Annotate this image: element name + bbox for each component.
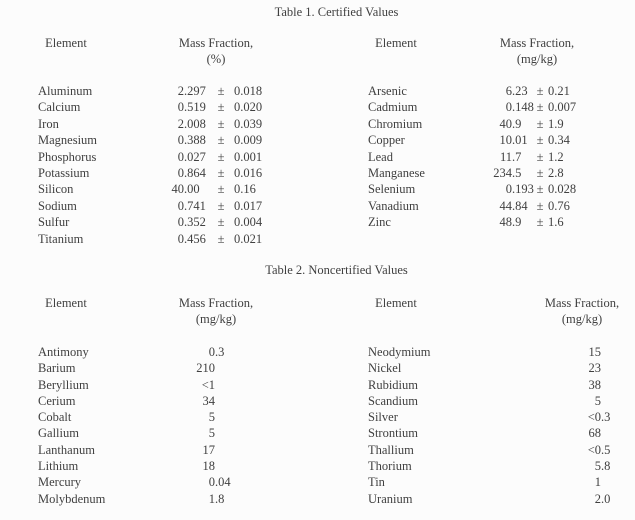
mass-fraction-value-integer: 0	[208, 475, 215, 490]
mass-fraction-value-integer: 48	[499, 215, 512, 230]
plus-minus-sign: ±	[536, 149, 544, 164]
mass-fraction-value-fraction: .456	[184, 231, 206, 246]
uncertainty-value: 0.21	[548, 84, 570, 98]
plus-minus-sign: ±	[536, 100, 544, 115]
mass-fraction-value-fraction	[601, 425, 627, 441]
table-row	[38, 344, 298, 360]
table-row	[38, 458, 298, 474]
mass-fraction-value-fraction	[601, 360, 627, 376]
mass-fraction-column-header	[146, 295, 286, 327]
element-name: Aluminum	[38, 84, 93, 98]
table1-right-headers	[368, 35, 628, 67]
uncertainty-value: 0.017	[234, 198, 263, 213]
element-name: Cadmium	[368, 100, 418, 115]
element-name: Chromium	[368, 116, 423, 131]
uncertainty-value: 1.9	[548, 116, 564, 131]
element-name: Potassium	[38, 166, 90, 181]
mass-fraction-value-integer: 0	[177, 133, 184, 148]
table-row	[368, 442, 628, 458]
table-row	[368, 409, 628, 425]
mass-fraction-value-fraction	[215, 425, 241, 441]
mass-fraction-value-fraction: .8	[215, 491, 225, 506]
mass-fraction-value-integer: 5	[594, 459, 601, 474]
uncertainty-value: 0.007	[548, 100, 577, 115]
uncertainty-value: 0.009	[234, 133, 263, 148]
mass-fraction-value-integer: 68	[588, 426, 601, 441]
mass-fraction-value-fraction: .04	[215, 475, 231, 490]
mass-fraction-value-fraction: .148	[512, 100, 534, 115]
mass-fraction-value-integer: 234	[493, 166, 512, 181]
mass-fraction-value-integer: 34	[202, 393, 215, 408]
mass-fraction-value-integer: 2	[177, 116, 184, 131]
mass-fraction-value-integer: 5	[208, 426, 215, 441]
uncertainty-value: 0.020	[234, 100, 263, 115]
table1-right-rows	[368, 83, 628, 231]
mass-fraction-column-header	[512, 295, 635, 327]
table-row	[38, 165, 298, 181]
plus-minus-sign: ±	[217, 182, 225, 197]
mass-fraction-value-fraction: .864	[184, 166, 206, 181]
mass-fraction-value-fraction: .00	[184, 182, 200, 197]
table-row	[368, 360, 628, 376]
mass-fraction-value-integer: 0	[177, 215, 184, 230]
table-row	[38, 99, 298, 115]
mass-fraction-value-integer: 0	[505, 182, 512, 197]
table2-left-rows	[38, 344, 298, 507]
table-row	[38, 360, 298, 376]
table-row	[368, 425, 628, 441]
mass-fraction-value-fraction	[215, 409, 241, 425]
table-row	[38, 181, 298, 197]
table-row	[368, 474, 628, 490]
plus-minus-sign: ±	[536, 198, 544, 213]
element-name: Gallium	[38, 426, 79, 441]
element-name: Molybdenum	[38, 491, 106, 506]
table-row	[38, 214, 298, 230]
mass-fraction-value-integer: 23	[588, 361, 601, 376]
mass-fraction-value-fraction: .8	[601, 459, 611, 474]
table-row	[368, 132, 628, 148]
table1-right-column	[368, 35, 628, 247]
uncertainty-value: 0.001	[234, 149, 263, 164]
table1-left-headers	[38, 35, 298, 67]
element-name: Zinc	[368, 215, 391, 230]
element-name: Titanium	[38, 231, 84, 246]
mass-fraction-value-fraction: .84	[512, 198, 528, 213]
mass-fraction-value-integer: 0	[177, 166, 184, 181]
table-row	[368, 149, 628, 165]
uncertainty-value: 0.76	[548, 198, 570, 213]
table-row	[38, 83, 298, 99]
element-name: Cobalt	[38, 410, 72, 425]
uncertainty-value: 0.004	[234, 215, 263, 230]
table-row	[38, 231, 298, 247]
element-name: Lanthanum	[38, 442, 95, 457]
mass-fraction-value-fraction: .01	[512, 133, 528, 148]
mass-fraction-value-fraction	[215, 442, 241, 458]
element-name: Neodymium	[368, 345, 431, 359]
uncertainty-value: 0.016	[234, 166, 263, 181]
plus-minus-sign: ±	[536, 84, 544, 98]
mass-fraction-value-integer: 2	[177, 84, 184, 98]
mass-fraction-value-fraction	[215, 393, 241, 409]
table2-right-headers	[368, 295, 628, 327]
mass-fraction-value-integer: 15	[588, 345, 601, 359]
mass-fraction-value-fraction: .297	[184, 84, 206, 98]
unit-label: (mg/kg)	[195, 312, 237, 326]
mass-fraction-value-integer: <0	[587, 410, 601, 425]
mass-fraction-value-fraction	[215, 377, 241, 393]
mass-fraction-value-fraction	[601, 393, 627, 409]
element-name: Vanadium	[368, 198, 419, 213]
table1-left-rows	[38, 83, 298, 247]
table-row	[368, 165, 628, 181]
element-name: Strontium	[368, 426, 419, 441]
mass-fraction-value-fraction	[215, 458, 241, 474]
table2-noncertified-values	[38, 295, 628, 507]
element-name: Calcium	[38, 100, 81, 115]
table2-right-column	[368, 295, 628, 507]
plus-minus-sign: ±	[536, 166, 544, 181]
mass-fraction-label: Mass Fraction,	[499, 36, 575, 50]
table-row	[38, 198, 298, 214]
mass-fraction-value-integer: 0	[177, 149, 184, 164]
uncertainty-value: 0.018	[234, 84, 263, 98]
element-name: Mercury	[38, 475, 82, 490]
element-name: Scandium	[368, 393, 418, 408]
table-row	[38, 409, 298, 425]
element-name: Silver	[368, 410, 398, 425]
table-row	[38, 377, 298, 393]
mass-fraction-label: Mass Fraction,	[178, 36, 254, 50]
element-name: Uranium	[368, 491, 413, 506]
element-name: Thallium	[368, 442, 414, 457]
mass-fraction-value-fraction: .3	[601, 410, 611, 425]
mass-fraction-value-fraction: .352	[184, 215, 206, 230]
mass-fraction-label: Mass Fraction,	[178, 296, 254, 310]
mass-fraction-value-integer: 0	[177, 198, 184, 213]
element-column-header: Element	[375, 296, 417, 310]
mass-fraction-column-header	[146, 35, 286, 67]
uncertainty-value: 1.6	[548, 215, 564, 230]
plus-minus-sign: ±	[536, 133, 544, 148]
mass-fraction-value-integer: 5	[208, 410, 215, 425]
plus-minus-sign: ±	[536, 182, 544, 197]
element-name: Manganese	[368, 166, 425, 181]
table-row	[368, 214, 628, 230]
mass-fraction-value-fraction: .7	[512, 149, 522, 164]
table-row	[38, 393, 298, 409]
mass-fraction-value-integer: <1	[201, 377, 215, 392]
table-row	[38, 442, 298, 458]
element-name: Selenium	[368, 182, 416, 197]
table-row	[38, 116, 298, 132]
mass-fraction-value-fraction	[601, 377, 627, 393]
table-row	[368, 99, 628, 115]
mass-fraction-value-integer: 0	[177, 231, 184, 246]
table-row	[38, 425, 298, 441]
table-row	[368, 83, 628, 99]
table2-left-headers	[38, 295, 298, 327]
mass-fraction-label: Mass Fraction,	[544, 296, 620, 310]
unit-label: (mg/kg)	[516, 52, 558, 66]
table-row	[38, 132, 298, 148]
table2-title: Table 2. Noncertified Values	[265, 263, 408, 277]
table2-right-rows	[368, 344, 628, 507]
plus-minus-sign: ±	[217, 133, 225, 148]
plus-minus-sign: ±	[217, 166, 225, 181]
plus-minus-sign: ±	[217, 198, 225, 213]
table-row	[368, 198, 628, 214]
mass-fraction-column-header	[467, 35, 607, 67]
mass-fraction-value-fraction	[601, 344, 627, 360]
mass-fraction-value-fraction: .741	[184, 198, 206, 213]
mass-fraction-value-integer: 0	[208, 345, 215, 359]
mass-fraction-value-fraction	[601, 474, 627, 490]
uncertainty-value: 2.8	[548, 166, 564, 181]
mass-fraction-value-fraction	[215, 360, 241, 376]
uncertainty-value: 0.039	[234, 116, 263, 131]
plus-minus-sign: ±	[536, 116, 544, 131]
unit-label: (mg/kg)	[561, 312, 603, 326]
mass-fraction-value-fraction: .9	[512, 116, 522, 131]
mass-fraction-value-integer: 0	[505, 100, 512, 115]
table-row	[368, 344, 628, 360]
element-name: Copper	[368, 133, 405, 148]
unit-label: (%)	[206, 52, 226, 66]
mass-fraction-value-integer: 18	[202, 459, 215, 474]
table-row	[368, 458, 628, 474]
element-name: Barium	[38, 361, 76, 376]
table1-title: Table 1. Certified Values	[274, 5, 399, 19]
mass-fraction-value-fraction: .5	[512, 166, 522, 181]
mass-fraction-value-integer: 6	[505, 84, 512, 98]
mass-fraction-value-fraction: .9	[512, 215, 522, 230]
mass-fraction-value-fraction: .193	[512, 182, 534, 197]
table1-left-column	[38, 35, 298, 247]
mass-fraction-value-fraction: .5	[601, 442, 611, 457]
table1-certified-values	[38, 35, 628, 247]
table-row	[368, 491, 628, 507]
table-row	[38, 474, 298, 490]
table-row	[38, 149, 298, 165]
element-name: Magnesium	[38, 133, 98, 148]
mass-fraction-value-integer: 17	[202, 442, 215, 457]
element-column-header: Element	[45, 296, 87, 310]
plus-minus-sign: ±	[217, 116, 225, 131]
mass-fraction-value-integer: 40	[499, 116, 512, 131]
element-name: Nickel	[368, 361, 402, 376]
mass-fraction-value-fraction: .388	[184, 133, 206, 148]
table-row	[368, 116, 628, 132]
plus-minus-sign: ±	[536, 215, 544, 230]
mass-fraction-value-integer: 5	[594, 393, 601, 408]
element-name: Silicon	[38, 182, 74, 197]
table-row	[368, 181, 628, 197]
uncertainty-value: 0.028	[548, 182, 577, 197]
element-name: Antimony	[38, 345, 89, 359]
mass-fraction-value-integer: 2	[594, 491, 601, 506]
plus-minus-sign: ±	[217, 149, 225, 164]
element-name: Sodium	[38, 198, 77, 213]
mass-fraction-value-fraction: .027	[184, 149, 206, 164]
table2-left-column	[38, 295, 298, 507]
element-column-header: Element	[375, 36, 417, 50]
mass-fraction-value-integer: <0	[587, 442, 601, 457]
mass-fraction-value-fraction: .0	[601, 491, 611, 506]
mass-fraction-value-integer: 210	[196, 361, 215, 376]
uncertainty-value: 0.021	[234, 231, 263, 246]
element-name: Sulfur	[38, 215, 70, 230]
uncertainty-value: 0.16	[234, 182, 256, 197]
element-column-header: Element	[45, 36, 87, 50]
element-name: Arsenic	[368, 84, 407, 98]
mass-fraction-value-integer: 38	[588, 377, 601, 392]
mass-fraction-value-fraction: .3	[215, 345, 225, 359]
table-row	[368, 393, 628, 409]
mass-fraction-value-integer: 1	[208, 491, 215, 506]
mass-fraction-value-integer: 10	[499, 133, 512, 148]
table-row	[38, 491, 298, 507]
element-name: Iron	[38, 116, 59, 131]
element-name: Cerium	[38, 393, 76, 408]
mass-fraction-value-integer: 44	[499, 198, 512, 213]
mass-fraction-value-integer: 1	[594, 475, 601, 490]
mass-fraction-value-fraction: .23	[512, 84, 528, 98]
uncertainty-value: 0.34	[548, 133, 570, 148]
plus-minus-sign: ±	[217, 84, 225, 98]
mass-fraction-value-integer: 11	[499, 149, 512, 164]
element-name: Phosphorus	[38, 149, 97, 164]
element-name: Tin	[368, 475, 385, 490]
mass-fraction-value-fraction: .008	[184, 116, 206, 131]
element-name: Lithium	[38, 459, 79, 474]
plus-minus-sign: ±	[217, 100, 225, 115]
uncertainty-value: 1.2	[548, 149, 564, 164]
plus-minus-sign: ±	[217, 231, 225, 246]
element-name: Lead	[368, 149, 393, 164]
element-name: Beryllium	[38, 377, 89, 392]
element-name: Rubidium	[368, 377, 419, 392]
plus-minus-sign: ±	[217, 215, 225, 230]
mass-fraction-value-integer: 40	[171, 182, 184, 197]
mass-fraction-value-integer: 0	[177, 100, 184, 115]
mass-fraction-value-fraction: .519	[184, 100, 206, 115]
table-row	[368, 377, 628, 393]
element-name: Thorium	[368, 459, 412, 474]
